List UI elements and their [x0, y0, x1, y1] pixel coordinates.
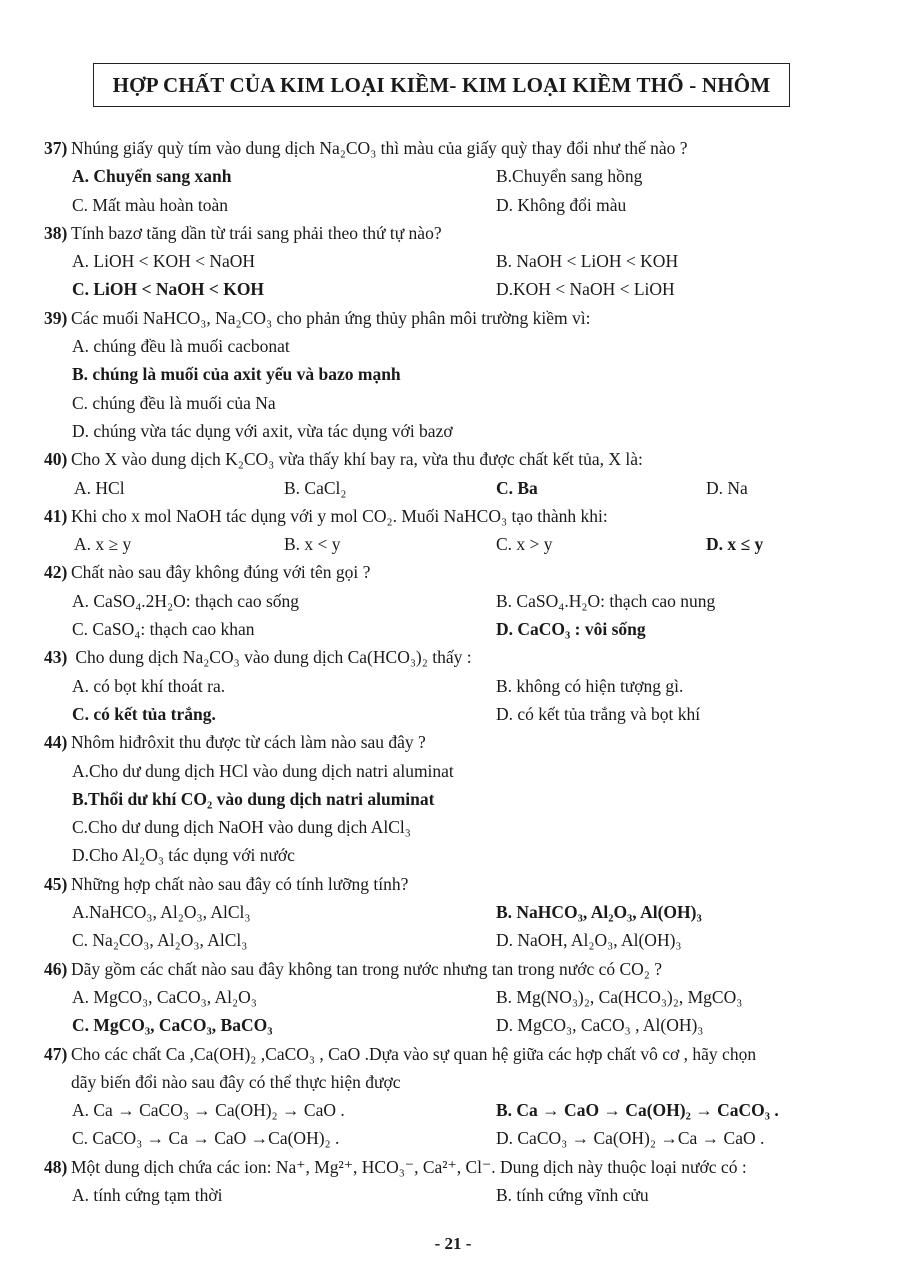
- options-row: [44, 841, 874, 869]
- option-a: A. Ca → CaCO₃ → Ca(OH)₂ → CaO .: [72, 1100, 345, 1121]
- options-row: [44, 162, 874, 190]
- option-c: C.Cho dư dung dịch NaOH vào dung dịch AlCl₃: [72, 817, 411, 838]
- option-d: D. chúng vừa tác dụng với axit, vừa tác dụng với bazơ: [72, 420, 453, 441]
- options-row: [44, 474, 874, 502]
- option-c: C. Mất màu hoàn toàn: [72, 194, 229, 215]
- option-a: A. HCl: [74, 477, 125, 498]
- question-37: [44, 134, 874, 162]
- question-42: [44, 558, 874, 586]
- question-number: 45): [44, 873, 68, 894]
- question-number: 48): [44, 1156, 68, 1177]
- question-text: Tính bazơ tăng dần từ trái sang phải theo thứ tự nào?: [71, 222, 442, 243]
- options-row: [44, 587, 874, 615]
- option-b: B.Chuyển sang hồng: [496, 166, 643, 187]
- options-row: [44, 389, 874, 417]
- question-text: Dãy gồm các chất nào sau đây không tan trong nước nhưng tan trong nước có CO₂ ?: [71, 958, 663, 979]
- question-text: Cho các chất Ca ,Ca(OH)₂ ,CaCO₃ , CaO .Dựa vào sự quan hệ giữa các hợp chất vô cơ , hãy chọn: [71, 1043, 757, 1064]
- question-number: 37): [44, 138, 68, 158]
- question-number: 38): [44, 222, 68, 243]
- option-c: C. CaCO₃ → Ca → CaO →Ca(OH)₂ .: [72, 1128, 340, 1149]
- options-row: [44, 898, 874, 926]
- question-number: 47): [44, 1043, 68, 1064]
- question-text: Một dung dịch chứa các ion: Na⁺, Mg²⁺, HCO₃⁻, Ca²⁺, Cl⁻. Dung dịch này thuộc loại nước có :: [71, 1156, 747, 1177]
- question-41: [44, 502, 874, 530]
- option-b: B. CaSO₄.H₂O: thạch cao nung: [496, 590, 716, 611]
- question-number: 46): [44, 958, 68, 979]
- options-row: [44, 813, 874, 841]
- options-row: [44, 785, 874, 813]
- option-a: A. có bọt khí thoát ra.: [72, 675, 226, 696]
- option-c: C. MgCO₃, CaCO₃, BaCO₃: [72, 1015, 273, 1036]
- option-d: D. có kết tủa trắng và bọt khí: [496, 703, 701, 724]
- option-c: C. chúng đều là muối của Na: [72, 392, 276, 413]
- question-47: [44, 1040, 874, 1068]
- options-row: [44, 1096, 874, 1124]
- question-text: Chất nào sau đây không đúng với tên gọi ?: [71, 562, 371, 583]
- option-a: A.NaHCO₃, Al₂O₃, AlCl₃: [72, 902, 251, 923]
- option-b: B. Ca → CaO → Ca(OH)₂ → CaCO₃ .: [496, 1100, 779, 1121]
- options-row: [44, 615, 874, 643]
- option-b: B. x < y: [284, 534, 341, 555]
- option-a: A. LiOH < KOH < NaOH: [72, 251, 256, 272]
- option-c: C. Na₂CO₃, Al₂O₃, AlCl₃: [72, 930, 248, 951]
- options-row: [44, 1011, 874, 1039]
- options-row: [44, 926, 874, 954]
- option-c: C. có kết tủa trắng.: [72, 703, 216, 724]
- question-number: 40): [44, 449, 68, 470]
- options-row: [44, 530, 874, 558]
- question-46: [44, 955, 874, 983]
- option-d: D. CaCO₃ : vôi sống: [496, 619, 646, 640]
- question-45: [44, 870, 874, 898]
- options-row: [44, 1181, 874, 1209]
- option-d: D. Na: [706, 477, 748, 498]
- option-d: D.Cho Al₂O₃ tác dụng với nước: [72, 845, 295, 866]
- option-b: B. Mg(NO₃)₂, Ca(HCO₃)₂, MgCO₃: [496, 986, 743, 1007]
- option-b: B. tính cứng vĩnh cửu: [496, 1184, 649, 1205]
- option-c: C. LiOH < NaOH < KOH: [72, 279, 265, 300]
- question-number: 42): [44, 562, 68, 583]
- option-a: A. Chuyển sang xanh: [72, 166, 232, 187]
- option-a: A. CaSO₄.2H₂O: thạch cao sống: [72, 590, 300, 611]
- option-a: A. x ≥ y: [74, 534, 132, 555]
- option-c: C. x > y: [496, 534, 553, 555]
- question-44: [44, 728, 874, 756]
- option-b: B. CaCl₂: [284, 477, 347, 498]
- option-b: B. không có hiện tượng gì.: [496, 675, 684, 696]
- question-text: Các muối NaHCO₃, Na₂CO₃ cho phản ứng thủy phân môi trường kiềm vì:: [71, 307, 591, 328]
- option-a: A.Cho dư dung dịch HCl vào dung dịch natri aluminat: [72, 760, 454, 781]
- options-row: [44, 332, 874, 360]
- question-text: Nhúng giấy quỳ tím vào dung dịch Na₂CO₃ thì màu của giấy quỳ thay đổi như thế nào ?: [71, 138, 688, 158]
- questions-list: [44, 134, 874, 1209]
- question-40: [44, 445, 874, 473]
- question-39: [44, 304, 874, 332]
- options-row: [44, 360, 874, 388]
- option-a: A. MgCO₃, CaCO₃, Al₂O₃: [72, 986, 257, 1007]
- page-title: HỢP CHẤT CỦA KIM LOẠI KIỀM- KIM LOẠI KIỀM THỔ - NHÔM: [93, 63, 790, 107]
- option-d: D. x ≤ y: [706, 534, 764, 555]
- option-d: D. Không đổi màu: [496, 194, 627, 215]
- options-row: [44, 983, 874, 1011]
- question-38: [44, 219, 874, 247]
- option-d: D. MgCO₃, CaCO₃ , Al(OH)₃: [496, 1015, 704, 1036]
- option-b: B.Thổi dư khí CO₂ vào dung dịch natri aluminat: [72, 788, 435, 809]
- question-text: Cho dung dịch Na₂CO₃ vào dung dịch Ca(HCO₃)₂ thấy :: [71, 647, 472, 668]
- options-row: [44, 417, 874, 445]
- options-row: [44, 757, 874, 785]
- option-c: C. Ba: [496, 477, 538, 498]
- option-b: B. NaOH < LiOH < KOH: [496, 251, 679, 272]
- option-d: D. CaCO₃ → Ca(OH)₂ →Ca → CaO .: [496, 1128, 765, 1149]
- question-number: 41): [44, 505, 68, 526]
- question-number: 43): [44, 647, 68, 668]
- question-text: Cho X vào dung dịch K₂CO₃ vừa thấy khí bay ra, vừa thu được chất kết tủa, X là:: [71, 449, 643, 470]
- options-row: [44, 672, 874, 700]
- question-text: Khi cho x mol NaOH tác dụng với y mol CO₂. Muối NaHCO₃ tạo thành khi:: [71, 505, 608, 526]
- option-b: B. chúng là muối của axit yếu và bazo mạnh: [72, 364, 401, 385]
- option-d: D. NaOH, Al₂O₃, Al(OH)₃: [496, 930, 682, 951]
- question-text: Nhôm hiđrôxit thu được từ cách làm nào sau đây ?: [71, 732, 426, 753]
- question-text-continued: dãy biến đổi nào sau đây có thể thực hiện được: [71, 1071, 401, 1092]
- question-43: [44, 643, 874, 671]
- options-row: [44, 247, 874, 275]
- option-b: B. NaHCO₃, Al₂O₃, Al(OH)₃: [496, 902, 702, 923]
- question-number: 44): [44, 732, 68, 753]
- question-number: 39): [44, 307, 68, 328]
- options-row: [44, 1124, 874, 1152]
- question-text: Những hợp chất nào sau đây có tính lưỡng tính?: [71, 873, 409, 894]
- options-row: [44, 275, 874, 303]
- options-row: [44, 700, 874, 728]
- option-d: D.KOH < NaOH < LiOH: [496, 279, 675, 300]
- question-48: [44, 1153, 874, 1181]
- option-c: C. CaSO₄: thạch cao khan: [72, 619, 255, 640]
- option-a: A. chúng đều là muối cacbonat: [72, 336, 290, 357]
- option-a: A. tính cứng tạm thời: [72, 1184, 223, 1205]
- options-row: [44, 191, 874, 219]
- page-number: - 21 -: [434, 1234, 472, 1253]
